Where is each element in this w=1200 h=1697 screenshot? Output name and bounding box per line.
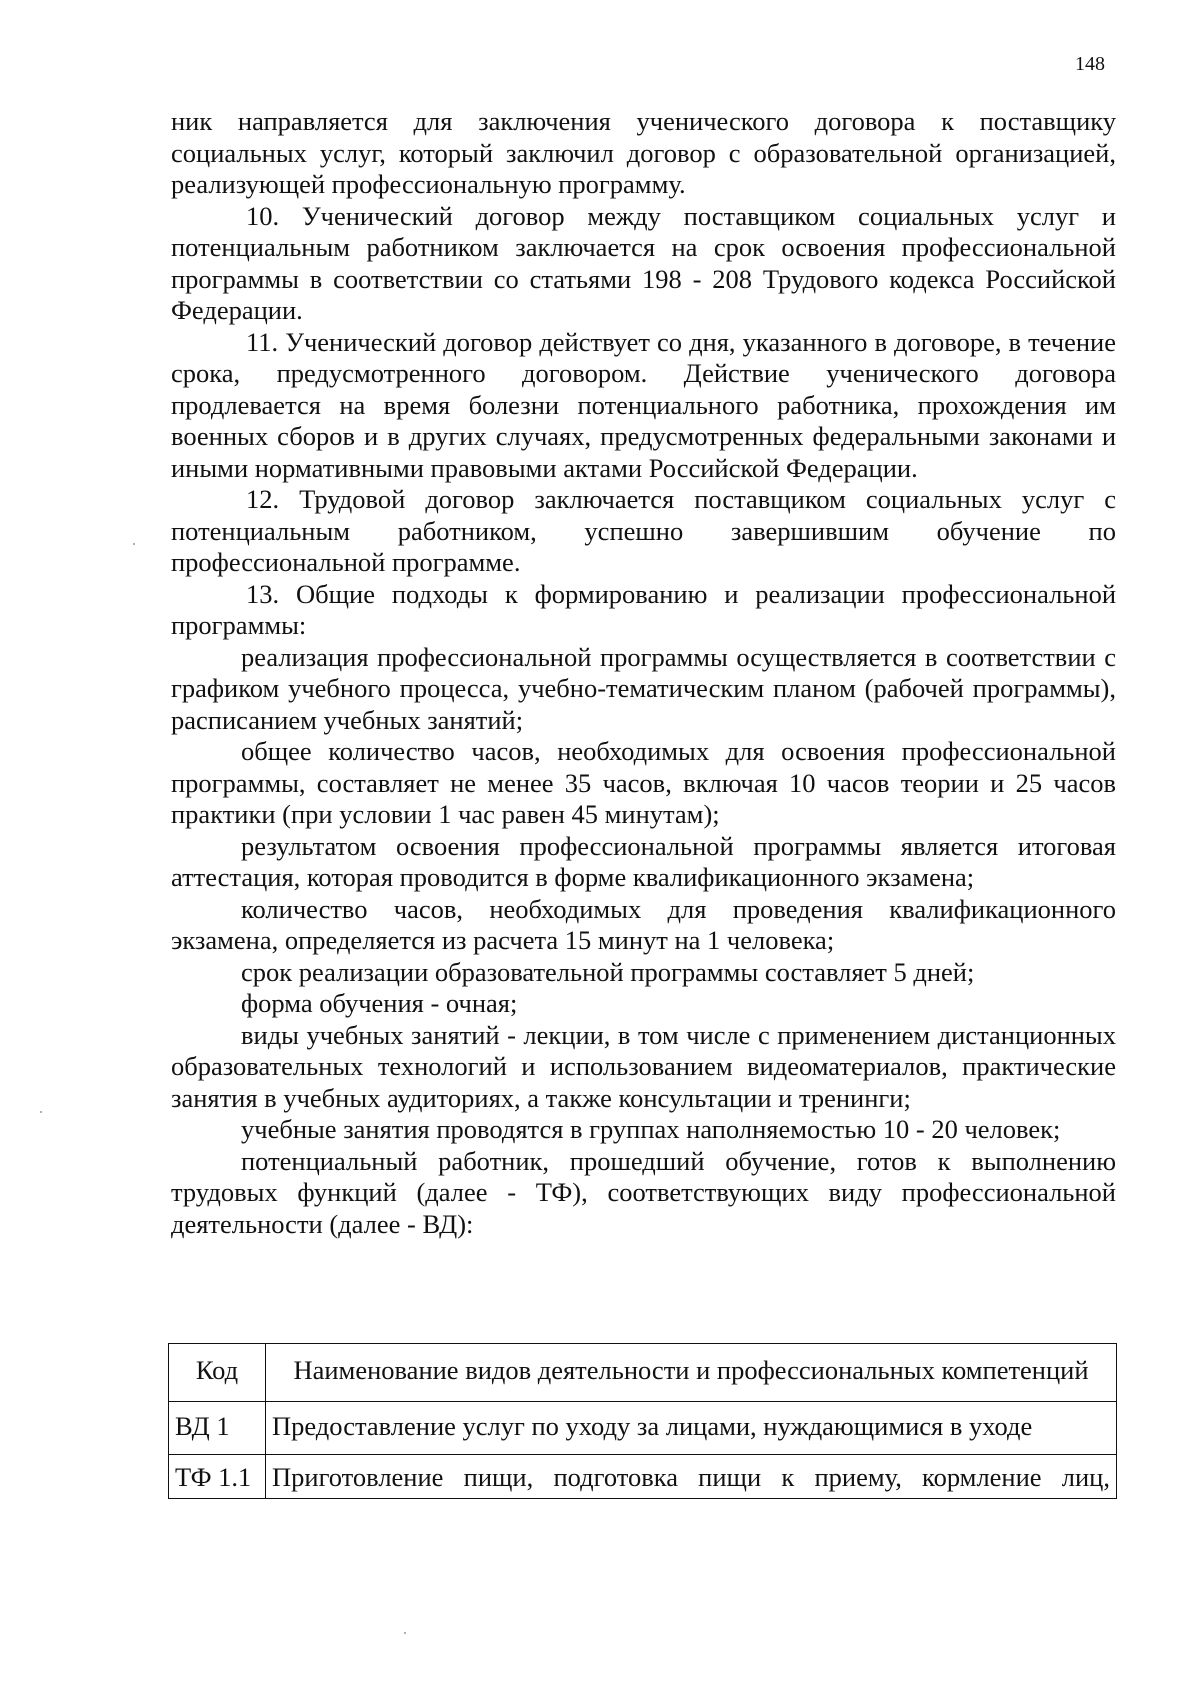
list-item: общее количество часов, необходимых для освоения профессиональной программы, составляет не менее 35 часов, включая 10 часов теории и 25 часов практики (при условии 1 час равен 45 минутам); (171, 736, 1116, 829)
scan-speck (40, 1111, 42, 1113)
header-code: Код (169, 1344, 266, 1402)
list-item: срок реализации образовательной программы составляет 5 дней; (241, 956, 975, 987)
paragraph-13: 13. Общие подходы к формированию и реализации профессиональной программы: (171, 578, 1116, 640)
paragraph-11: 11. Ученический договор действует со дня, указанного в договоре, в течение срока, предусмотренного договором. Действие ученического договора продлевается на время болезни потенциального работника, прохождения им военных сборов и в других случаях, предусмотренных федеральными законами и иными нормативными правовыми актами Российской Федерации. (171, 326, 1116, 483)
list-item: форма обучения - очная; (241, 988, 518, 1018)
header-name: Наименование видов деятельности и профессиональных компетенций (266, 1344, 1117, 1402)
page-number: 148 (1075, 53, 1105, 75)
table-row (169, 1401, 1117, 1455)
row-code: ВД 1 (169, 1401, 266, 1455)
list-item: учебные занятия проводятся в группах наполняемостью 10 - 20 человек; (241, 1114, 1061, 1144)
list-item: виды учебных занятий - лекции, в том числе с применением дистанционных образовательных технологий и использованием видеоматериалов, практические занятия в учебных аудиториях, а также консультации и тренинги; (171, 1019, 1116, 1113)
paragraph-continuation: ник направляется для заключения ученического договора к поставщику социальных услуг, который заключил договор с образовательной организацией, реализующей профессиональную программу. (171, 106, 1116, 199)
scan-speck (133, 543, 135, 545)
table-header-row (169, 1344, 1117, 1402)
table-row (169, 1455, 1117, 1499)
list-item: результатом освоения профессиональной программы является итоговая аттестация, которая проводится в форме квалификационного экзамена; (171, 830, 1116, 892)
list-item: потенциальный работник, прошедший обучение, готов к выполнению трудовых функций (далее - ТФ), соответствующих виду профессиональной деятельности (далее - ВД): (171, 1145, 1116, 1239)
row-name: Предоставление услуг по уходу за лицами, нуждающимися в уходе (266, 1401, 1117, 1455)
list-item: реализация профессиональной программы осуществляется в соответствии с графиком учебного процесса, учебно-тематическим планом (рабочей программы), расписанием учебных занятий; (171, 641, 1116, 735)
row-name: Приготовление пищи, подготовка пищи к приему, кормление лиц, (266, 1455, 1117, 1499)
competencies-table (168, 1343, 1117, 1499)
scan-speck (404, 1632, 406, 1634)
paragraph-10: 10. Ученический договор между поставщиком социальных услуг и потенциальным работником заключается на срок освоения профессиональной программы в соответствии со статьями 198 - 208 Трудового кодекса Российской Федерации. (171, 200, 1116, 325)
row-code: ТФ 1.1 (169, 1455, 266, 1499)
document-body (171, 106, 1116, 1240)
paragraph-12: 12. Трудовой договор заключается поставщиком социальных услуг с потенциальным работником, успешно завершившим обучение по профессиональной программе. (171, 484, 1116, 577)
list-item: количество часов, необходимых для проведения квалификационного экзамена, определяется из расчета 15 минут на 1 человека; (171, 893, 1116, 955)
